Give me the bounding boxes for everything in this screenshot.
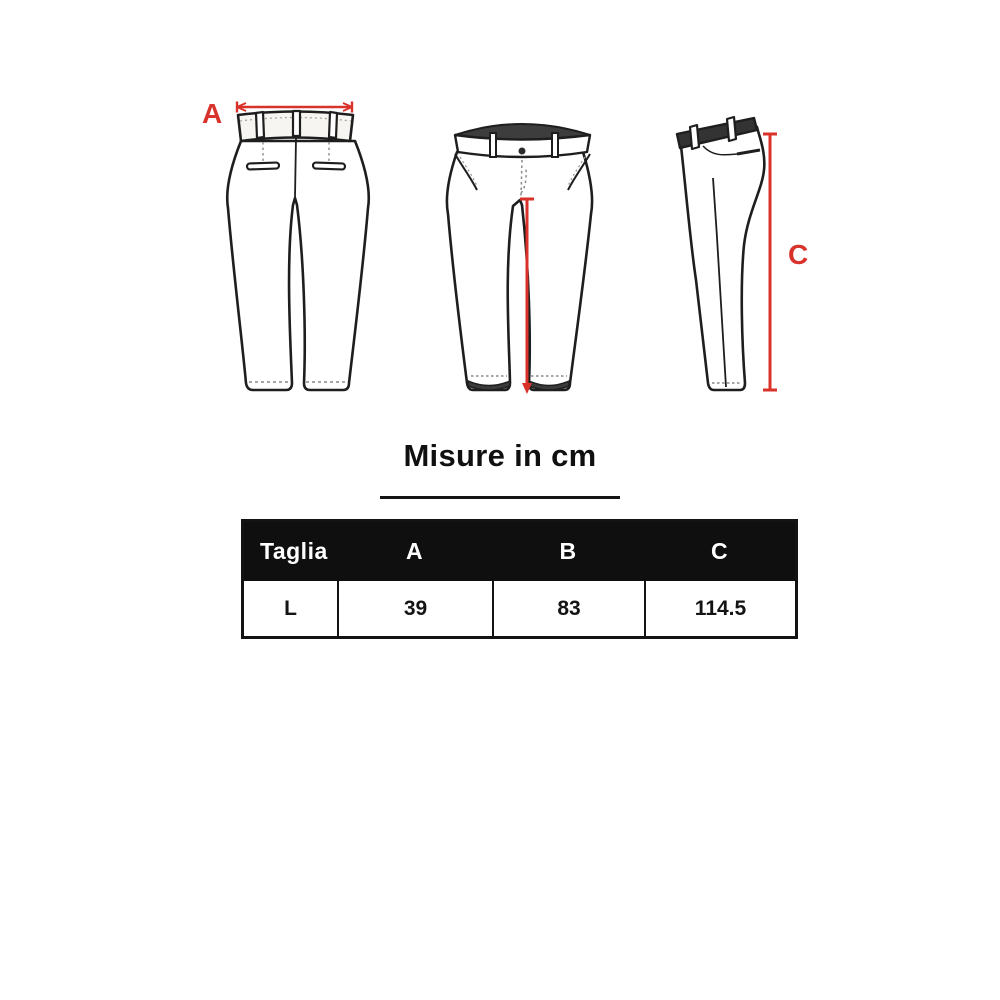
- cell-measure-b: 83: [492, 581, 644, 636]
- measure-label-a: A: [202, 98, 223, 129]
- side-body-outline: [681, 127, 764, 390]
- waist-button: [519, 148, 526, 155]
- cell-size-value: L: [284, 596, 297, 620]
- back-body-outline: [227, 141, 369, 390]
- pants-side-view-drawing: [655, 100, 830, 400]
- cell-measure-c: 114.5: [644, 581, 795, 636]
- pants-back-view-drawing: [220, 100, 380, 400]
- pants-front-view-drawing: [440, 100, 610, 400]
- size-table: [241, 519, 798, 639]
- measure-label-c: C: [788, 239, 809, 270]
- title-underline: [380, 496, 620, 499]
- front-body-outline: [447, 152, 592, 390]
- cell-measure-a: 39: [337, 581, 492, 636]
- header-cell-taglia: Taglia: [260, 538, 328, 564]
- header-cell-b: B: [559, 538, 577, 564]
- header-cell-a: A: [405, 538, 424, 564]
- header-cell-c: C: [710, 538, 729, 564]
- size-table-data-row: [244, 581, 795, 636]
- measure-line-c: [763, 134, 777, 390]
- size-chart-title: Misure in cm: [403, 438, 597, 473]
- size-table-header-row: [244, 522, 795, 581]
